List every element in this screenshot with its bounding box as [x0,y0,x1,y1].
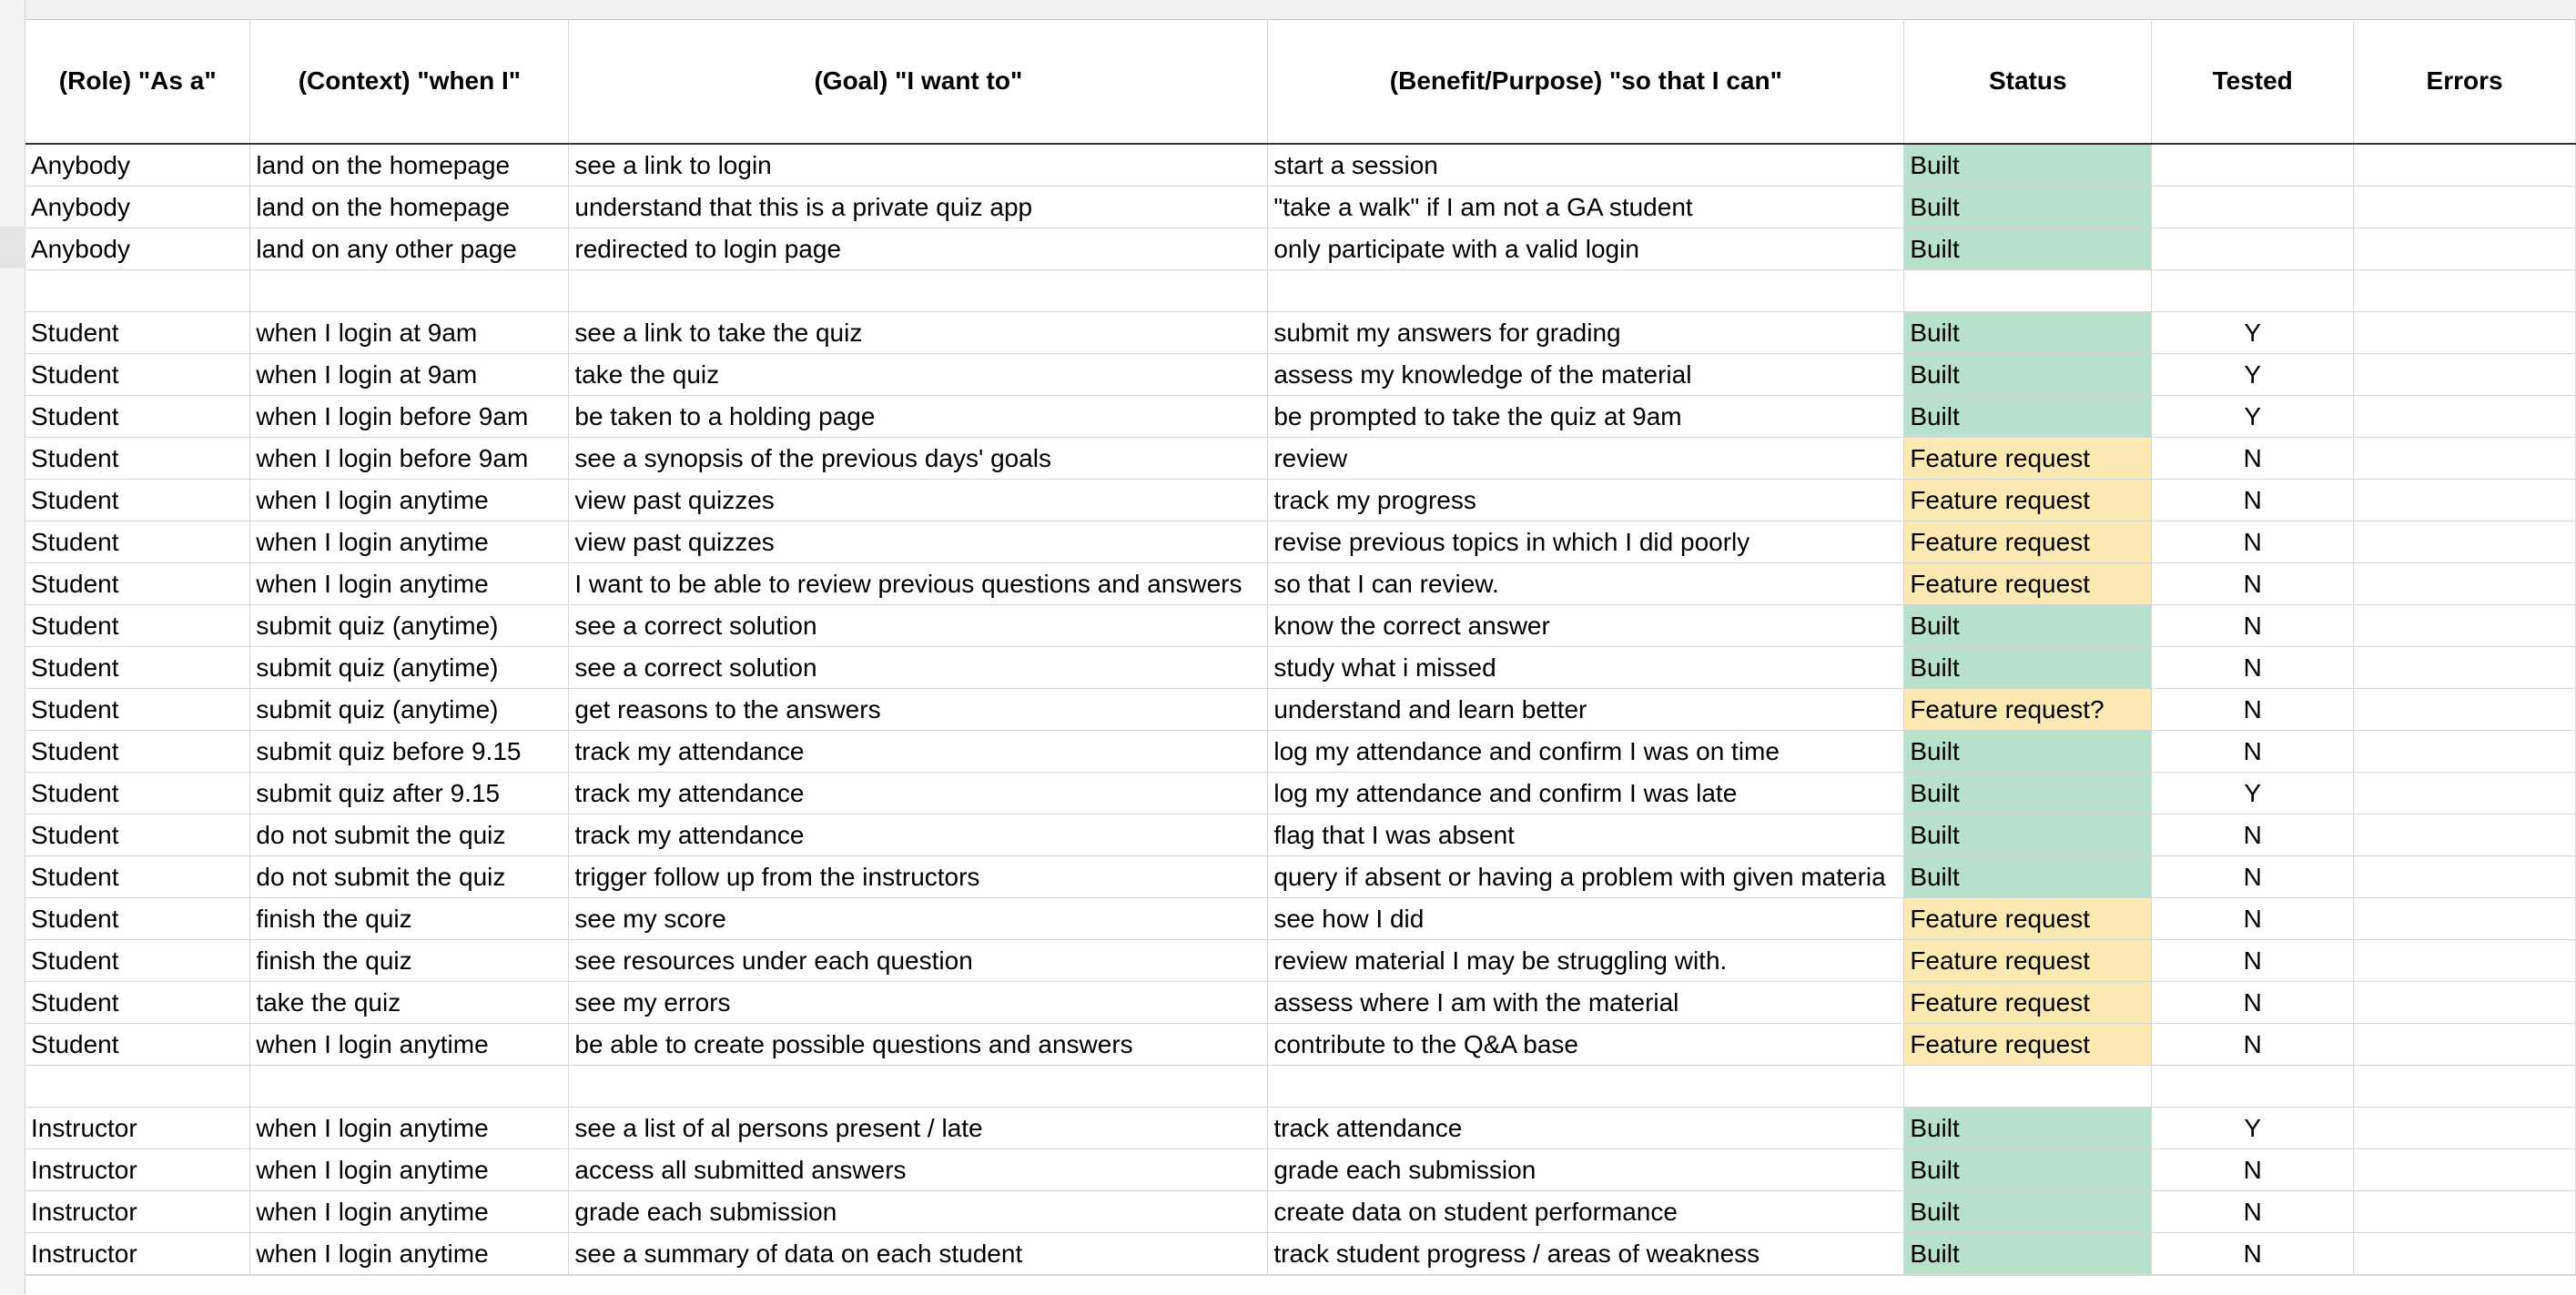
cell-tested[interactable]: N [2152,605,2354,647]
cell-tested[interactable] [2152,228,2354,270]
cell-status[interactable]: Built [1904,731,2152,773]
cell-context[interactable]: when I login at 9am [250,312,569,354]
cell-context[interactable]: when I login anytime [250,1149,569,1191]
cell-role[interactable]: Instructor [25,1233,250,1275]
cell-errors[interactable] [2354,354,2576,396]
cell-goal[interactable]: grade each submission [569,1191,1268,1233]
cell-tested[interactable]: Y [2152,773,2354,814]
cell-goal[interactable]: see my score [569,898,1268,940]
cell-goal[interactable]: take the quiz [569,354,1268,396]
cell-errors[interactable] [2354,731,2576,773]
table-row [25,438,2576,480]
table-body [25,144,2576,1275]
cell-tested[interactable]: N [2152,814,2354,856]
cell-context[interactable]: when I login anytime [250,1024,569,1066]
cell-context[interactable]: submit quiz (anytime) [250,605,569,647]
cell-goal[interactable]: get reasons to the answers [569,689,1268,731]
row-marker [0,227,24,268]
cell-benefit[interactable]: submit my answers for grading [1268,312,1904,354]
cell-status[interactable]: Built [1904,1149,2152,1191]
table-row [25,1024,2576,1066]
cell-status[interactable]: Built [1904,396,2152,438]
user-stories-table [25,19,2576,1275]
cell-status[interactable]: Built [1904,1108,2152,1149]
cell-role[interactable]: Student [25,354,250,396]
cell-role[interactable]: Anybody [25,187,250,228]
cell-benefit[interactable]: flag that I was absent [1268,814,1904,856]
table-row [25,1233,2576,1275]
cell-goal[interactable]: view past quizzes [569,480,1268,521]
cell-errors[interactable] [2354,521,2576,563]
cell-role[interactable]: Student [25,689,250,731]
cell-goal[interactable]: redirected to login page [569,228,1268,270]
cell-errors[interactable] [2354,773,2576,814]
cell-status[interactable]: Feature request [1904,982,2152,1024]
table-row [25,144,2576,187]
cell-benefit[interactable]: track my progress [1268,480,1904,521]
cell-benefit[interactable]: only participate with a valid login [1268,228,1904,270]
cell-benefit[interactable]: grade each submission [1268,1149,1904,1191]
cell-goal[interactable]: be taken to a holding page [569,396,1268,438]
cell-goal[interactable]: trigger follow up from the instructors [569,856,1268,898]
cell-goal[interactable] [569,1066,1268,1108]
cell-status[interactable]: Feature request [1904,898,2152,940]
cell-errors[interactable] [2354,187,2576,228]
header-context[interactable]: (Context) "when I" [250,19,569,144]
cell-tested[interactable] [2152,270,2354,312]
cell-status[interactable]: Built [1904,187,2152,228]
cell-goal[interactable]: track my attendance [569,731,1268,773]
cell-status[interactable]: Feature request [1904,563,2152,605]
cell-tested[interactable]: N [2152,438,2354,480]
cell-context[interactable]: when I login anytime [250,1233,569,1275]
cell-goal[interactable]: see resources under each question [569,940,1268,982]
cell-role[interactable]: Student [25,605,250,647]
cell-status[interactable]: Built [1904,773,2152,814]
cell-tested[interactable]: N [2152,647,2354,689]
cell-tested[interactable]: N [2152,1233,2354,1275]
cell-status[interactable]: Built [1904,1233,2152,1275]
cell-errors[interactable] [2354,312,2576,354]
cell-role[interactable]: Anybody [25,144,250,187]
cell-status[interactable]: Built [1904,228,2152,270]
cell-role[interactable]: Student [25,312,250,354]
blank-row [25,270,2576,312]
cell-status[interactable]: Built [1904,354,2152,396]
table-row [25,1149,2576,1191]
cell-errors[interactable] [2354,814,2576,856]
cell-tested[interactable]: N [2152,856,2354,898]
cell-context[interactable]: when I login before 9am [250,438,569,480]
cell-context[interactable]: submit quiz (anytime) [250,689,569,731]
cell-context[interactable] [250,1066,569,1108]
cell-tested[interactable]: N [2152,940,2354,982]
cell-benefit[interactable]: understand and learn better [1268,689,1904,731]
table-row [25,1108,2576,1149]
header-benefit[interactable]: (Benefit/Purpose) "so that I can" [1268,19,1904,144]
cell-benefit[interactable]: query if absent or having a problem with given materia [1268,856,1904,898]
table-row [25,228,2576,270]
cell-benefit[interactable]: so that I can review. [1268,563,1904,605]
cell-role[interactable] [25,1066,250,1108]
cell-errors[interactable] [2354,144,2576,187]
cell-role[interactable]: Instructor [25,1149,250,1191]
cell-context[interactable]: submit quiz before 9.15 [250,731,569,773]
cell-benefit[interactable] [1268,1066,1904,1108]
cell-goal[interactable]: see a correct solution [569,605,1268,647]
table-row [25,396,2576,438]
cell-errors[interactable] [2354,647,2576,689]
cell-status[interactable]: Built [1904,1191,2152,1233]
cell-benefit[interactable]: start a session [1268,144,1904,187]
cell-context[interactable]: submit quiz (anytime) [250,647,569,689]
cell-status[interactable]: Feature request [1904,438,2152,480]
cell-status[interactable]: Feature request [1904,480,2152,521]
cell-benefit[interactable]: "take a walk" if I am not a GA student [1268,187,1904,228]
header-goal[interactable]: (Goal) "I want to" [569,19,1268,144]
cell-tested[interactable]: N [2152,1024,2354,1066]
cell-role[interactable]: Instructor [25,1108,250,1149]
cell-role[interactable]: Student [25,731,250,773]
cell-role[interactable]: Student [25,1024,250,1066]
cell-benefit[interactable]: create data on student performance [1268,1191,1904,1233]
cell-errors[interactable] [2354,1191,2576,1233]
cell-context[interactable]: do not submit the quiz [250,856,569,898]
column-header-bar[interactable] [0,0,2576,20]
cell-benefit[interactable]: know the correct answer [1268,605,1904,647]
cell-role[interactable]: Student [25,396,250,438]
cell-context[interactable]: finish the quiz [250,940,569,982]
cell-errors[interactable] [2354,940,2576,982]
cell-tested[interactable]: N [2152,1191,2354,1233]
cell-goal[interactable]: see a link to login [569,144,1268,187]
cell-tested[interactable]: N [2152,563,2354,605]
cell-tested[interactable]: Y [2152,1108,2354,1149]
cell-goal[interactable]: be able to create possible questions and answers [569,1024,1268,1066]
cell-tested[interactable]: N [2152,982,2354,1024]
cell-errors[interactable] [2354,1108,2576,1149]
cell-goal[interactable]: see a synopsis of the previous days' goals [569,438,1268,480]
cell-benefit[interactable]: see how I did [1268,898,1904,940]
header-role[interactable]: (Role) "As a" [25,19,250,144]
cell-status[interactable]: Feature request [1904,940,2152,982]
cell-errors[interactable] [2354,1233,2576,1275]
cell-goal[interactable]: track my attendance [569,814,1268,856]
cell-goal[interactable]: understand that this is a private quiz app [569,187,1268,228]
cell-goal[interactable]: view past quizzes [569,521,1268,563]
cell-errors[interactable] [2354,689,2576,731]
cell-tested[interactable]: Y [2152,354,2354,396]
cell-status[interactable]: Built [1904,814,2152,856]
cell-status[interactable]: Built [1904,647,2152,689]
header-errors[interactable]: Errors [2354,19,2576,144]
cell-role[interactable]: Student [25,814,250,856]
cell-status[interactable] [1904,270,2152,312]
cell-errors[interactable] [2354,228,2576,270]
table-row [25,814,2576,856]
cell-tested[interactable]: Y [2152,312,2354,354]
table-row [25,647,2576,689]
cell-errors[interactable] [2354,480,2576,521]
row-number-strip[interactable] [0,0,25,1294]
cell-role[interactable]: Student [25,898,250,940]
cell-goal[interactable]: see my errors [569,982,1268,1024]
cell-context[interactable]: when I login anytime [250,1191,569,1233]
cell-benefit[interactable]: contribute to the Q&A base [1268,1024,1904,1066]
table-row [25,856,2576,898]
cell-tested[interactable]: N [2152,731,2354,773]
partial-next-row[interactable] [25,1275,2576,1295]
cell-context[interactable]: land on any other page [250,228,569,270]
cell-status[interactable]: Built [1904,605,2152,647]
cell-tested[interactable] [2152,1066,2354,1108]
cell-benefit[interactable]: log my attendance and confirm I was on time [1268,731,1904,773]
cell-tested[interactable]: N [2152,1149,2354,1191]
table-row [25,898,2576,940]
table-row [25,354,2576,396]
table-row [25,312,2576,354]
table-row [25,940,2576,982]
cell-tested[interactable]: N [2152,898,2354,940]
cell-role[interactable]: Student [25,773,250,814]
cell-errors[interactable] [2354,605,2576,647]
cell-role[interactable]: Student [25,856,250,898]
cell-context[interactable]: when I login before 9am [250,396,569,438]
cell-context[interactable]: when I login anytime [250,480,569,521]
table-row [25,187,2576,228]
table-row [25,689,2576,731]
cell-tested[interactable]: N [2152,480,2354,521]
cell-role[interactable]: Student [25,647,250,689]
cell-errors[interactable] [2354,982,2576,1024]
cell-status[interactable] [1904,1066,2152,1108]
cell-context[interactable]: when I login anytime [250,563,569,605]
cell-benefit[interactable]: review material I may be struggling with. [1268,940,1904,982]
cell-benefit[interactable]: log my attendance and confirm I was late [1268,773,1904,814]
cell-tested[interactable]: N [2152,689,2354,731]
cell-goal[interactable]: see a correct solution [569,647,1268,689]
cell-role[interactable]: Instructor [25,1191,250,1233]
cell-role[interactable] [25,270,250,312]
cell-goal[interactable]: access all submitted answers [569,1149,1268,1191]
cell-benefit[interactable]: revise previous topics in which I did poorly [1268,521,1904,563]
cell-errors[interactable] [2354,898,2576,940]
cell-benefit[interactable]: be prompted to take the quiz at 9am [1268,396,1904,438]
cell-goal[interactable]: see a list of al persons present / late [569,1108,1268,1149]
cell-context[interactable]: submit quiz after 9.15 [250,773,569,814]
cell-context[interactable]: finish the quiz [250,898,569,940]
cell-context[interactable]: when I login anytime [250,1108,569,1149]
cell-context[interactable]: take the quiz [250,982,569,1024]
cell-errors[interactable] [2354,438,2576,480]
cell-goal[interactable]: see a summary of data on each student [569,1233,1268,1275]
header-tested[interactable]: Tested [2152,19,2354,144]
cell-status[interactable]: Feature request [1904,1024,2152,1066]
cell-context[interactable]: do not submit the quiz [250,814,569,856]
cell-role[interactable]: Student [25,521,250,563]
cell-goal[interactable] [569,270,1268,312]
cell-role[interactable]: Student [25,480,250,521]
cell-role[interactable]: Student [25,982,250,1024]
blank-row [25,1066,2576,1108]
table-row [25,1191,2576,1233]
table-row [25,480,2576,521]
table-row [25,563,2576,605]
cell-context[interactable]: land on the homepage [250,187,569,228]
header-row [25,19,2576,144]
cell-context[interactable]: land on the homepage [250,144,569,187]
cell-role[interactable]: Anybody [25,228,250,270]
cell-status[interactable]: Built [1904,144,2152,187]
cell-benefit[interactable]: assess where I am with the material [1268,982,1904,1024]
cell-status[interactable]: Feature request? [1904,689,2152,731]
cell-benefit[interactable]: review [1268,438,1904,480]
cell-goal[interactable]: I want to be able to review previous questions and answers [569,563,1268,605]
cell-benefit[interactable] [1268,270,1904,312]
cell-context[interactable]: when I login at 9am [250,354,569,396]
cell-benefit[interactable]: study what i missed [1268,647,1904,689]
cell-errors[interactable] [2354,396,2576,438]
table-row [25,605,2576,647]
cell-errors[interactable] [2354,270,2576,312]
cell-role[interactable]: Student [25,940,250,982]
cell-goal[interactable]: see a link to take the quiz [569,312,1268,354]
table-row [25,521,2576,563]
cell-status[interactable]: Feature request [1904,521,2152,563]
cell-status[interactable]: Built [1904,856,2152,898]
cell-tested[interactable] [2152,187,2354,228]
cell-errors[interactable] [2354,856,2576,898]
cell-errors[interactable] [2354,1024,2576,1066]
cell-status[interactable]: Built [1904,312,2152,354]
cell-goal[interactable]: track my attendance [569,773,1268,814]
header-status[interactable]: Status [1904,19,2152,144]
cell-errors[interactable] [2354,1066,2576,1108]
table-row [25,773,2576,814]
cell-tested[interactable] [2152,144,2354,187]
cell-benefit[interactable]: track attendance [1268,1108,1904,1149]
cell-errors[interactable] [2354,563,2576,605]
cell-role[interactable]: Student [25,563,250,605]
cell-errors[interactable] [2354,1149,2576,1191]
table-row [25,731,2576,773]
cell-benefit[interactable]: assess my knowledge of the material [1268,354,1904,396]
cell-context[interactable] [250,270,569,312]
cell-role[interactable]: Student [25,438,250,480]
cell-tested[interactable]: Y [2152,396,2354,438]
cell-context[interactable]: when I login anytime [250,521,569,563]
table-row [25,982,2576,1024]
cell-benefit[interactable]: track student progress / areas of weakness [1268,1233,1904,1275]
cell-tested[interactable]: N [2152,521,2354,563]
